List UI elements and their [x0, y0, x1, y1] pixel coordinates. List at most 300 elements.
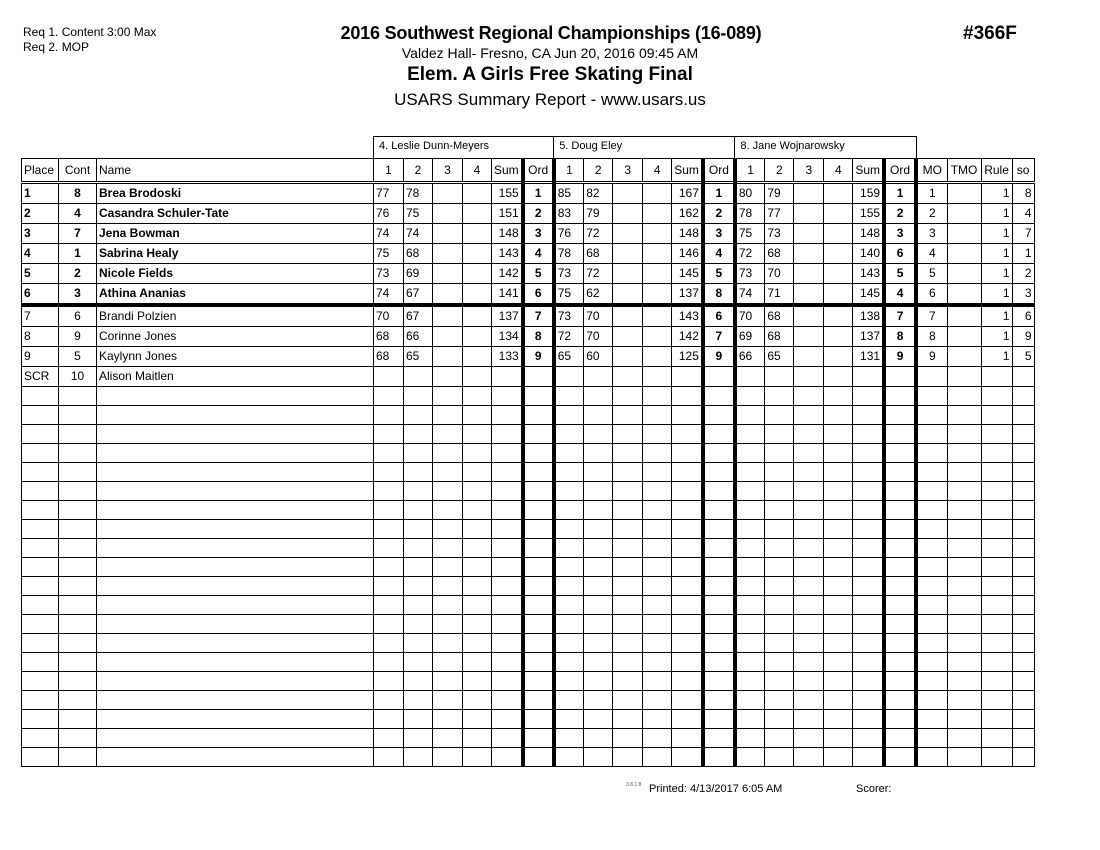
- name-cell: [97, 501, 374, 520]
- judge2-score-2-cell: 79: [584, 204, 613, 224]
- cont-cell: [59, 425, 97, 444]
- judge2-score-4-cell: [643, 367, 672, 387]
- judge1-score-4-cell: [463, 482, 492, 501]
- mo-cell: [916, 710, 947, 729]
- rule-cell: [981, 653, 1012, 672]
- judge2-score-4-cell: [643, 691, 672, 710]
- tmo-cell: [947, 596, 981, 615]
- judge2-score-3-cell: [613, 387, 643, 406]
- mo-cell: [916, 615, 947, 634]
- judge2-ord-cell: [703, 539, 735, 558]
- judge1-score-4-cell: [463, 425, 492, 444]
- empty-row: [22, 539, 1035, 558]
- empty-row: [22, 653, 1035, 672]
- so-cell: [1012, 367, 1034, 387]
- name-cell: [97, 596, 374, 615]
- judge3-score-2-cell: 70: [765, 264, 794, 284]
- judge1-score-4-cell: [463, 387, 492, 406]
- judge2-score-3-cell: [613, 482, 643, 501]
- name-cell: [97, 463, 374, 482]
- cont-cell: [59, 463, 97, 482]
- name-cell: Alison Maitlen: [97, 367, 374, 387]
- judge2-score-1-cell: 73: [554, 305, 584, 327]
- table-row: [22, 367, 1035, 387]
- judge3-score-2-cell: [765, 482, 794, 501]
- judge3-score-2-cell: 71: [765, 284, 794, 306]
- spacer: [22, 137, 374, 159]
- judge3-score-4-cell: [824, 327, 853, 347]
- judge2-score-3-cell: [613, 224, 643, 244]
- judge1-score-3-cell: [433, 558, 463, 577]
- judge3-score-2-cell: [765, 501, 794, 520]
- judge1-sum-cell: [492, 482, 523, 501]
- judge1-score-4-cell: [463, 596, 492, 615]
- judge2-score-2-cell: 70: [584, 327, 613, 347]
- judge3-score-4-cell: [824, 672, 853, 691]
- judge1-sum-cell: [492, 729, 523, 748]
- judge1-score-2-cell: [404, 425, 433, 444]
- judge2-score-1-cell: [554, 729, 584, 748]
- judge3-ord-cell: 7: [884, 305, 916, 327]
- judge1-score-2-cell: [404, 596, 433, 615]
- cont-cell: [59, 691, 97, 710]
- judge2-score-2-cell: [584, 634, 613, 653]
- name-cell: Corinne Jones: [97, 327, 374, 347]
- mo-cell: 9: [916, 347, 947, 367]
- mo-cell: 1: [916, 183, 947, 204]
- judge3-sum-cell: [853, 577, 884, 596]
- judge1-score-1-cell: [374, 501, 404, 520]
- empty-row: [22, 634, 1035, 653]
- empty-row: [22, 406, 1035, 425]
- mo-cell: [916, 577, 947, 596]
- judge-2-name: 5. Doug Eley: [554, 137, 735, 159]
- judge2-sum-cell: [672, 482, 703, 501]
- judge3-score-3-cell: [794, 577, 824, 596]
- rule-cell: [981, 482, 1012, 501]
- judge2-ord-cell: [703, 672, 735, 691]
- place-cell: [22, 444, 59, 463]
- judge1-score-4-cell: [463, 284, 492, 306]
- name-cell: [97, 691, 374, 710]
- mo-cell: [916, 520, 947, 539]
- rule-cell: [981, 501, 1012, 520]
- judge3-score-3-cell: [794, 347, 824, 367]
- tmo-cell: [947, 729, 981, 748]
- cont-cell: [59, 596, 97, 615]
- tmo-cell: [947, 406, 981, 425]
- judge3-score-2-cell: 77: [765, 204, 794, 224]
- cont-cell: [59, 672, 97, 691]
- judge2-score-2-cell: 70: [584, 305, 613, 327]
- empty-row: [22, 710, 1035, 729]
- judge1-score-4-cell: [463, 653, 492, 672]
- judge1-sum-cell: [492, 691, 523, 710]
- judge3-score-2-cell: [765, 425, 794, 444]
- tmo-cell: [947, 748, 981, 767]
- judge1-sum-cell: 141: [492, 284, 523, 306]
- name-cell: [97, 444, 374, 463]
- judge1-score-1-cell: [374, 710, 404, 729]
- judge2-score-2-cell: 72: [584, 224, 613, 244]
- printed-timestamp: Printed: 4/13/2017 6:05 AM: [649, 783, 783, 795]
- judge3-score-4-cell: [824, 691, 853, 710]
- judge2-score-2-cell: [584, 615, 613, 634]
- judge2-score-3-cell: [613, 183, 643, 204]
- judge1-score-4-cell: [463, 183, 492, 204]
- judge2-score-1-cell: 73: [554, 264, 584, 284]
- j3-col-sum: Sum: [853, 159, 884, 183]
- rule-cell: [981, 425, 1012, 444]
- judge2-ord-cell: [703, 558, 735, 577]
- judge2-ord-cell: [703, 729, 735, 748]
- judge3-score-4-cell: [824, 539, 853, 558]
- judge3-score-4-cell: [824, 634, 853, 653]
- so-cell: 8: [1012, 183, 1034, 204]
- judge1-ord-cell: 4: [523, 244, 554, 264]
- judge3-score-1-cell: [735, 691, 765, 710]
- judge2-sum-cell: 142: [672, 327, 703, 347]
- judge1-sum-cell: [492, 444, 523, 463]
- judge2-score-1-cell: [554, 406, 584, 425]
- judge3-score-3-cell: [794, 558, 824, 577]
- judge3-sum-cell: [853, 691, 884, 710]
- place-cell: SCR: [22, 367, 59, 387]
- judge2-ord-cell: 8: [703, 284, 735, 306]
- judge2-ord-cell: 3: [703, 224, 735, 244]
- judge3-sum-cell: [853, 539, 884, 558]
- cont-cell: [59, 482, 97, 501]
- judge3-sum-cell: [853, 444, 884, 463]
- judge3-score-4-cell: [824, 264, 853, 284]
- judge1-score-3-cell: [433, 183, 463, 204]
- judge3-sum-cell: [853, 520, 884, 539]
- judge1-ord-cell: [523, 596, 554, 615]
- judge1-score-4-cell: [463, 244, 492, 264]
- mo-cell: [916, 691, 947, 710]
- judge1-ord-cell: [523, 729, 554, 748]
- judge3-ord-cell: [884, 691, 916, 710]
- rule-cell: [981, 691, 1012, 710]
- judge2-ord-cell: [703, 444, 735, 463]
- judge2-ord-cell: [703, 406, 735, 425]
- cont-cell: [59, 653, 97, 672]
- judge1-ord-cell: [523, 691, 554, 710]
- tmo-cell: [947, 183, 981, 204]
- name-cell: [97, 653, 374, 672]
- judge2-score-3-cell: [613, 539, 643, 558]
- mo-cell: [916, 406, 947, 425]
- mo-cell: 4: [916, 244, 947, 264]
- judge3-ord-cell: [884, 615, 916, 634]
- tmo-cell: [947, 672, 981, 691]
- rule-cell: [981, 748, 1012, 767]
- name-cell: [97, 520, 374, 539]
- judge2-score-2-cell: [584, 596, 613, 615]
- judge1-score-3-cell: [433, 748, 463, 767]
- name-cell: [97, 672, 374, 691]
- j2-col-3: 3: [613, 159, 643, 183]
- mo-cell: [916, 729, 947, 748]
- spacer: [916, 137, 1034, 159]
- judge3-score-3-cell: [794, 482, 824, 501]
- judge2-sum-cell: [672, 463, 703, 482]
- judge2-sum-cell: [672, 729, 703, 748]
- judge2-score-2-cell: [584, 672, 613, 691]
- judge3-score-3-cell: [794, 264, 824, 284]
- judge2-score-1-cell: 78: [554, 244, 584, 264]
- j1-col-4: 4: [463, 159, 492, 183]
- judge1-sum-cell: [492, 406, 523, 425]
- judge3-score-4-cell: [824, 577, 853, 596]
- judge2-score-1-cell: [554, 539, 584, 558]
- judge2-score-3-cell: [613, 327, 643, 347]
- judge3-score-3-cell: [794, 653, 824, 672]
- judge3-sum-cell: [853, 672, 884, 691]
- table-row: [22, 264, 1035, 284]
- judge3-score-1-cell: [735, 615, 765, 634]
- judge3-sum-cell: 155: [853, 204, 884, 224]
- empty-row: [22, 444, 1035, 463]
- judge3-score-3-cell: [794, 406, 824, 425]
- tmo-cell: [947, 305, 981, 327]
- so-cell: [1012, 444, 1034, 463]
- name-cell: [97, 748, 374, 767]
- judge1-ord-cell: 6: [523, 284, 554, 306]
- place-cell: 7: [22, 305, 59, 327]
- judge3-sum-cell: 148: [853, 224, 884, 244]
- judge2-score-1-cell: 72: [554, 327, 584, 347]
- cont-cell: [59, 406, 97, 425]
- judge3-sum-cell: 138: [853, 305, 884, 327]
- judge3-ord-cell: [884, 406, 916, 425]
- name-cell: [97, 482, 374, 501]
- judge3-score-4-cell: [824, 347, 853, 367]
- judge2-sum-cell: [672, 425, 703, 444]
- so-cell: 1: [1012, 244, 1034, 264]
- cont-cell: 3: [59, 284, 97, 306]
- judge1-ord-cell: [523, 444, 554, 463]
- judge2-score-4-cell: [643, 634, 672, 653]
- so-cell: 5: [1012, 347, 1034, 367]
- judge3-score-1-cell: [735, 463, 765, 482]
- empty-row: [22, 425, 1035, 444]
- judge3-score-2-cell: [765, 653, 794, 672]
- empty-row: [22, 748, 1035, 767]
- rule-cell: 1: [981, 305, 1012, 327]
- mo-cell: [916, 387, 947, 406]
- judge3-score-2-cell: [765, 729, 794, 748]
- judge2-ord-cell: [703, 387, 735, 406]
- rule-cell: 1: [981, 347, 1012, 367]
- col-place: Place: [22, 159, 59, 183]
- judge1-score-3-cell: [433, 204, 463, 224]
- judge2-score-2-cell: [584, 729, 613, 748]
- scorer-label: Scorer:: [856, 783, 892, 795]
- cont-cell: 5: [59, 347, 97, 367]
- judge2-score-4-cell: [643, 444, 672, 463]
- empty-row: [22, 672, 1035, 691]
- judge2-score-3-cell: [613, 672, 643, 691]
- col-cont: Cont: [59, 159, 97, 183]
- so-cell: 7: [1012, 224, 1034, 244]
- judge2-score-2-cell: 68: [584, 244, 613, 264]
- judge1-score-2-cell: 75: [404, 204, 433, 224]
- j2-col-2: 2: [584, 159, 613, 183]
- judge1-sum-cell: 142: [492, 264, 523, 284]
- judge3-score-3-cell: [794, 425, 824, 444]
- judge2-score-2-cell: [584, 444, 613, 463]
- judge1-sum-cell: [492, 710, 523, 729]
- judge3-score-1-cell: [735, 634, 765, 653]
- table-row: [22, 305, 1035, 327]
- mo-cell: [916, 596, 947, 615]
- tmo-cell: [947, 347, 981, 367]
- judge3-ord-cell: [884, 444, 916, 463]
- judge3-sum-cell: [853, 367, 884, 387]
- judge3-ord-cell: [884, 425, 916, 444]
- summary-table: [21, 136, 1035, 767]
- table-row: [22, 204, 1035, 224]
- judge1-score-2-cell: [404, 406, 433, 425]
- judge2-score-1-cell: [554, 653, 584, 672]
- judge1-score-3-cell: [433, 672, 463, 691]
- judge1-ord-cell: [523, 615, 554, 634]
- place-cell: [22, 615, 59, 634]
- judge2-score-4-cell: [643, 596, 672, 615]
- j3-col-3: 3: [794, 159, 824, 183]
- judge1-score-3-cell: [433, 501, 463, 520]
- tmo-cell: [947, 444, 981, 463]
- judge1-score-1-cell: 77: [374, 183, 404, 204]
- judge3-ord-cell: [884, 653, 916, 672]
- judge2-score-3-cell: [613, 596, 643, 615]
- judge3-score-1-cell: 72: [735, 244, 765, 264]
- rule-cell: [981, 634, 1012, 653]
- judge2-score-1-cell: [554, 501, 584, 520]
- judge2-score-4-cell: [643, 710, 672, 729]
- cont-cell: 7: [59, 224, 97, 244]
- judge3-ord-cell: 1: [884, 183, 916, 204]
- judge3-score-4-cell: [824, 183, 853, 204]
- judge3-score-3-cell: [794, 244, 824, 264]
- judge2-sum-cell: [672, 406, 703, 425]
- judge1-ord-cell: 5: [523, 264, 554, 284]
- judge3-score-2-cell: [765, 387, 794, 406]
- version-label: 3.8.1.8: [626, 782, 642, 788]
- judge3-ord-cell: 2: [884, 204, 916, 224]
- judge1-sum-cell: [492, 748, 523, 767]
- tmo-cell: [947, 653, 981, 672]
- judge2-score-3-cell: [613, 425, 643, 444]
- event-title: Elem. A Girls Free Skating Final: [407, 64, 693, 85]
- judge1-sum-cell: 155: [492, 183, 523, 204]
- judge1-ord-cell: 3: [523, 224, 554, 244]
- judge1-score-1-cell: 74: [374, 224, 404, 244]
- rule-cell: 1: [981, 284, 1012, 306]
- judge3-ord-cell: [884, 463, 916, 482]
- judge2-score-2-cell: [584, 463, 613, 482]
- judge1-score-4-cell: [463, 710, 492, 729]
- judge1-score-2-cell: [404, 444, 433, 463]
- place-cell: 2: [22, 204, 59, 224]
- judge2-score-2-cell: [584, 558, 613, 577]
- tmo-cell: [947, 501, 981, 520]
- cont-cell: 1: [59, 244, 97, 264]
- judge2-score-1-cell: [554, 748, 584, 767]
- judge2-sum-cell: [672, 539, 703, 558]
- judge3-score-1-cell: [735, 653, 765, 672]
- place-cell: 4: [22, 244, 59, 264]
- empty-row: [22, 615, 1035, 634]
- judge3-score-3-cell: [794, 387, 824, 406]
- tmo-cell: [947, 577, 981, 596]
- tmo-cell: [947, 634, 981, 653]
- judge1-score-1-cell: 68: [374, 347, 404, 367]
- place-cell: [22, 406, 59, 425]
- table-row: [22, 347, 1035, 367]
- col-rule: Rule: [981, 159, 1012, 183]
- place-cell: [22, 425, 59, 444]
- judge2-score-2-cell: 60: [584, 347, 613, 367]
- name-cell: Jena Bowman: [97, 224, 374, 244]
- judge1-ord-cell: 2: [523, 204, 554, 224]
- judge1-score-1-cell: 74: [374, 284, 404, 306]
- mo-cell: 8: [916, 327, 947, 347]
- judge1-score-2-cell: 74: [404, 224, 433, 244]
- judge2-ord-cell: 1: [703, 183, 735, 204]
- so-cell: [1012, 539, 1034, 558]
- judge3-score-2-cell: [765, 406, 794, 425]
- judge2-sum-cell: 143: [672, 305, 703, 327]
- judge2-sum-cell: 162: [672, 204, 703, 224]
- judge2-score-3-cell: [613, 710, 643, 729]
- judge3-score-4-cell: [824, 284, 853, 306]
- judge3-score-4-cell: [824, 653, 853, 672]
- cont-cell: [59, 729, 97, 748]
- judge1-score-3-cell: [433, 729, 463, 748]
- judge1-score-1-cell: [374, 634, 404, 653]
- judge3-ord-cell: [884, 634, 916, 653]
- judge1-ord-cell: [523, 634, 554, 653]
- judge1-score-2-cell: 78: [404, 183, 433, 204]
- tmo-cell: [947, 482, 981, 501]
- mo-cell: [916, 539, 947, 558]
- judge1-score-4-cell: [463, 347, 492, 367]
- so-cell: 3: [1012, 284, 1034, 306]
- judge3-sum-cell: 159: [853, 183, 884, 204]
- j3-col-ord: Ord: [884, 159, 916, 183]
- judge2-score-4-cell: [643, 672, 672, 691]
- col-tmo: TMO: [947, 159, 981, 183]
- judge1-sum-cell: [492, 596, 523, 615]
- judge2-score-4-cell: [643, 387, 672, 406]
- judge3-score-4-cell: [824, 482, 853, 501]
- judge2-score-2-cell: [584, 691, 613, 710]
- judge2-ord-cell: 9: [703, 347, 735, 367]
- rule-cell: [981, 729, 1012, 748]
- judge1-score-4-cell: [463, 444, 492, 463]
- rule-cell: [981, 444, 1012, 463]
- judge2-sum-cell: [672, 520, 703, 539]
- so-cell: [1012, 748, 1034, 767]
- judge3-score-4-cell: [824, 425, 853, 444]
- tmo-cell: [947, 558, 981, 577]
- judge3-score-4-cell: [824, 520, 853, 539]
- mo-cell: [916, 653, 947, 672]
- tmo-cell: [947, 463, 981, 482]
- judge-header-row: [22, 137, 1035, 159]
